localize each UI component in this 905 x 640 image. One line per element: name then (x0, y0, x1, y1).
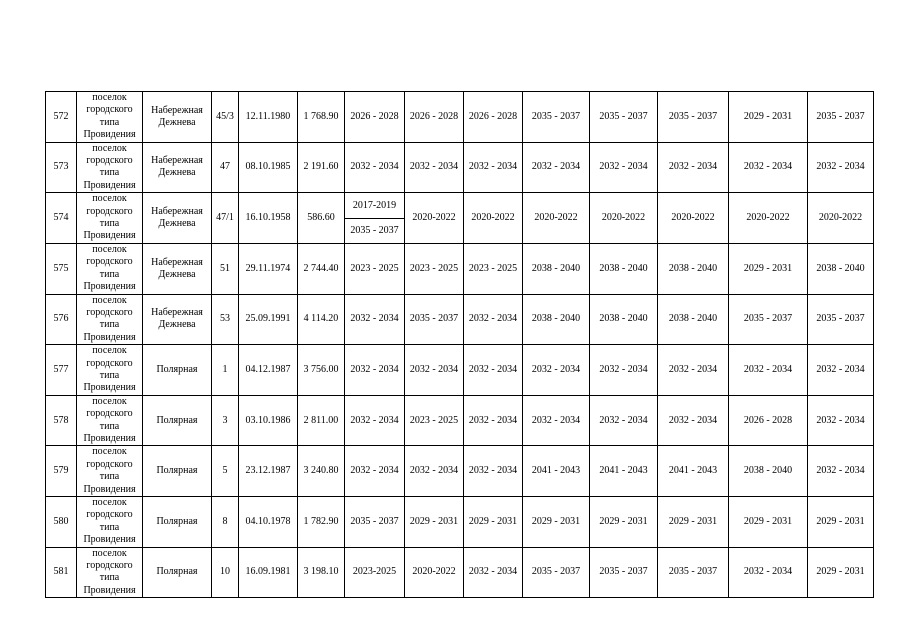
table-body (46, 92, 874, 598)
period-cell: 2026 - 2028 (464, 92, 523, 143)
locality-cell: поселок городского типа Провидения (77, 446, 143, 497)
commission-date-cell: 23.12.1987 (239, 446, 298, 497)
locality-cell: поселок городского типа Провидения (77, 547, 143, 598)
period-cell: 2038 - 2040 (658, 294, 729, 345)
house-number-cell: 51 (212, 243, 239, 294)
table-row (46, 547, 874, 598)
area-cell: 3 198.10 (298, 547, 345, 598)
period-value: 2017-2019 (352, 199, 397, 211)
locality-cell: поселок городского типа Провидения (77, 142, 143, 193)
commission-date-cell: 08.10.1985 (239, 142, 298, 193)
period-cell: 2032 - 2034 (464, 294, 523, 345)
period-cell: 2023 - 2025 (345, 243, 405, 294)
row-number-cell: 578 (46, 395, 77, 446)
period-cell: 2032 - 2034 (729, 345, 808, 396)
commission-date-cell: 16.10.1958 (239, 193, 298, 244)
row-number-cell: 579 (46, 446, 77, 497)
period-cell: 2032 - 2034 (345, 345, 405, 396)
period-cell: 2029 - 2031 (590, 497, 658, 548)
area-cell: 3 240.80 (298, 446, 345, 497)
street-cell: Полярная (143, 446, 212, 497)
period-cell: 2029 - 2031 (405, 497, 464, 548)
row-number-cell: 580 (46, 497, 77, 548)
period-cell: 2032 - 2034 (464, 446, 523, 497)
house-number-cell: 47/1 (212, 193, 239, 244)
period-cell: 2035 - 2037 (345, 497, 405, 548)
locality-cell: поселок городского типа Провидения (77, 294, 143, 345)
period-cell: 2032 - 2034 (523, 345, 590, 396)
table-row (46, 497, 874, 548)
period-cell: 2029 - 2031 (808, 497, 874, 548)
period-cell: 2035 - 2037 (523, 92, 590, 143)
period-cell: 2032 - 2034 (345, 446, 405, 497)
row-number-cell: 581 (46, 547, 77, 598)
period-cell: 2038 - 2040 (590, 243, 658, 294)
period-cell: 2029 - 2031 (729, 92, 808, 143)
period-cell: 2020-2022 (405, 193, 464, 244)
house-number-cell: 53 (212, 294, 239, 345)
period-cell: 2032 - 2034 (405, 446, 464, 497)
period-cell: 2032 - 2034 (658, 345, 729, 396)
period-cell: 2035 - 2037 (590, 547, 658, 598)
period-cell: 2026 - 2028 (405, 92, 464, 143)
period-cell: 2032 - 2034 (464, 547, 523, 598)
period-cell: 2032 - 2034 (590, 345, 658, 396)
period-cell: 2020-2022 (405, 547, 464, 598)
locality-cell: поселок городского типа Провидения (77, 345, 143, 396)
split-period-cell (345, 194, 404, 243)
period-cell: 2032 - 2034 (345, 294, 405, 345)
area-cell: 586.60 (298, 193, 345, 244)
period-cell: 2035 - 2037 (658, 547, 729, 598)
row-number-cell: 576 (46, 294, 77, 345)
period-cell: 2032 - 2034 (523, 142, 590, 193)
period-cell: 2032 - 2034 (729, 142, 808, 193)
period-cell: 2032 - 2034 (464, 142, 523, 193)
period-cell: 2032 - 2034 (729, 547, 808, 598)
period-cell: 2035 - 2037 (808, 92, 874, 143)
period-cell: 2032 - 2034 (590, 142, 658, 193)
row-number-cell: 573 (46, 142, 77, 193)
house-number-cell: 45/3 (212, 92, 239, 143)
table-row (46, 243, 874, 294)
period-cell: 2041 - 2043 (658, 446, 729, 497)
period-cell: 2032 - 2034 (523, 395, 590, 446)
locality-cell: поселок городского типа Провидения (77, 497, 143, 548)
locality-cell: поселок городского типа Провидения (77, 395, 143, 446)
period-cell: 2032 - 2034 (658, 142, 729, 193)
house-number-cell: 3 (212, 395, 239, 446)
table-row (46, 193, 874, 244)
period-cell: 2023 - 2025 (405, 243, 464, 294)
period-cell: 2026 - 2028 (729, 395, 808, 446)
period-cell: 2023-2025 (345, 547, 405, 598)
period-cell: 2035 - 2037 (729, 294, 808, 345)
schedule-table (45, 91, 874, 598)
house-number-cell: 10 (212, 547, 239, 598)
period-cell: 2038 - 2040 (523, 294, 590, 345)
period-cell: 2032 - 2034 (658, 395, 729, 446)
period-cell: 2029 - 2031 (729, 497, 808, 548)
area-cell: 1 782.90 (298, 497, 345, 548)
period-cell: 2032 - 2034 (464, 345, 523, 396)
period-cell: 2020-2022 (808, 193, 874, 244)
table-row (46, 395, 874, 446)
period-cell: 2038 - 2040 (808, 243, 874, 294)
period-value: 2035 - 2037 (345, 218, 404, 243)
period-cell: 2029 - 2031 (729, 243, 808, 294)
period-cell: 2032 - 2034 (405, 345, 464, 396)
house-number-cell: 5 (212, 446, 239, 497)
row-number-cell: 577 (46, 345, 77, 396)
period-cell: 2032 - 2034 (808, 395, 874, 446)
commission-date-cell: 04.12.1987 (239, 345, 298, 396)
period-cell: 2026 - 2028 (345, 92, 405, 143)
period-cell: 2038 - 2040 (729, 446, 808, 497)
table-row (46, 142, 874, 193)
house-number-cell: 47 (212, 142, 239, 193)
commission-date-cell: 12.11.1980 (239, 92, 298, 143)
period-cell: 2029 - 2031 (464, 497, 523, 548)
period-cell: 2032 - 2034 (405, 142, 464, 193)
table-row (46, 294, 874, 345)
street-cell: Набережная Дежнева (143, 294, 212, 345)
period-cell: 2038 - 2040 (658, 243, 729, 294)
table-row (46, 446, 874, 497)
period-cell: 2041 - 2043 (523, 446, 590, 497)
area-cell: 2 191.60 (298, 142, 345, 193)
period-cell: 2020-2022 (464, 193, 523, 244)
period-cell: 2038 - 2040 (523, 243, 590, 294)
table-row (46, 345, 874, 396)
period-cell: 2035 - 2037 (808, 294, 874, 345)
period-cell: 2023 - 2025 (405, 395, 464, 446)
period-cell: 2035 - 2037 (658, 92, 729, 143)
street-cell: Набережная Дежнева (143, 92, 212, 143)
area-cell: 4 114.20 (298, 294, 345, 345)
street-cell: Набережная Дежнева (143, 193, 212, 244)
period-cell: 2032 - 2034 (590, 395, 658, 446)
street-cell: Полярная (143, 395, 212, 446)
period-cell: 2032 - 2034 (345, 395, 405, 446)
commission-date-cell: 03.10.1986 (239, 395, 298, 446)
period-cell: 2023 - 2025 (464, 243, 523, 294)
period-cell: 2032 - 2034 (808, 345, 874, 396)
period-cell: 2032 - 2034 (808, 446, 874, 497)
area-cell: 1 768.90 (298, 92, 345, 143)
period-cell: 2029 - 2031 (523, 497, 590, 548)
period-cell: 2035 - 2037 (405, 294, 464, 345)
street-cell: Полярная (143, 497, 212, 548)
period-cell: 2032 - 2034 (345, 142, 405, 193)
row-number-cell: 575 (46, 243, 77, 294)
commission-date-cell: 25.09.1991 (239, 294, 298, 345)
period-cell: 2020-2022 (590, 193, 658, 244)
street-cell: Набережная Дежнева (143, 142, 212, 193)
period-cell: 2032 - 2034 (464, 395, 523, 446)
street-cell: Полярная (143, 345, 212, 396)
period-cell: 2035 - 2037 (523, 547, 590, 598)
area-cell: 3 756.00 (298, 345, 345, 396)
period-cell: 2029 - 2031 (808, 547, 874, 598)
row-number-cell: 574 (46, 193, 77, 244)
period-cell: 2035 - 2037 (590, 92, 658, 143)
period-cell: 2020-2022 (729, 193, 808, 244)
period-cell: 2029 - 2031 (658, 497, 729, 548)
street-cell: Полярная (143, 547, 212, 598)
commission-date-cell: 04.10.1978 (239, 497, 298, 548)
house-number-cell: 8 (212, 497, 239, 548)
house-number-cell: 1 (212, 345, 239, 396)
period-cell: 2020-2022 (523, 193, 590, 244)
street-cell: Набережная Дежнева (143, 243, 212, 294)
period-cell (345, 193, 405, 244)
commission-date-cell: 29.11.1974 (239, 243, 298, 294)
locality-cell: поселок городского типа Провидения (77, 92, 143, 143)
commission-date-cell: 16.09.1981 (239, 547, 298, 598)
period-cell: 2041 - 2043 (590, 446, 658, 497)
period-cell: 2032 - 2034 (808, 142, 874, 193)
locality-cell: поселок городского типа Провидения (77, 243, 143, 294)
period-cell: 2038 - 2040 (590, 294, 658, 345)
area-cell: 2 744.40 (298, 243, 345, 294)
row-number-cell: 572 (46, 92, 77, 143)
period-cell: 2020-2022 (658, 193, 729, 244)
table-row (46, 92, 874, 143)
area-cell: 2 811.00 (298, 395, 345, 446)
locality-cell: поселок городского типа Провидения (77, 193, 143, 244)
